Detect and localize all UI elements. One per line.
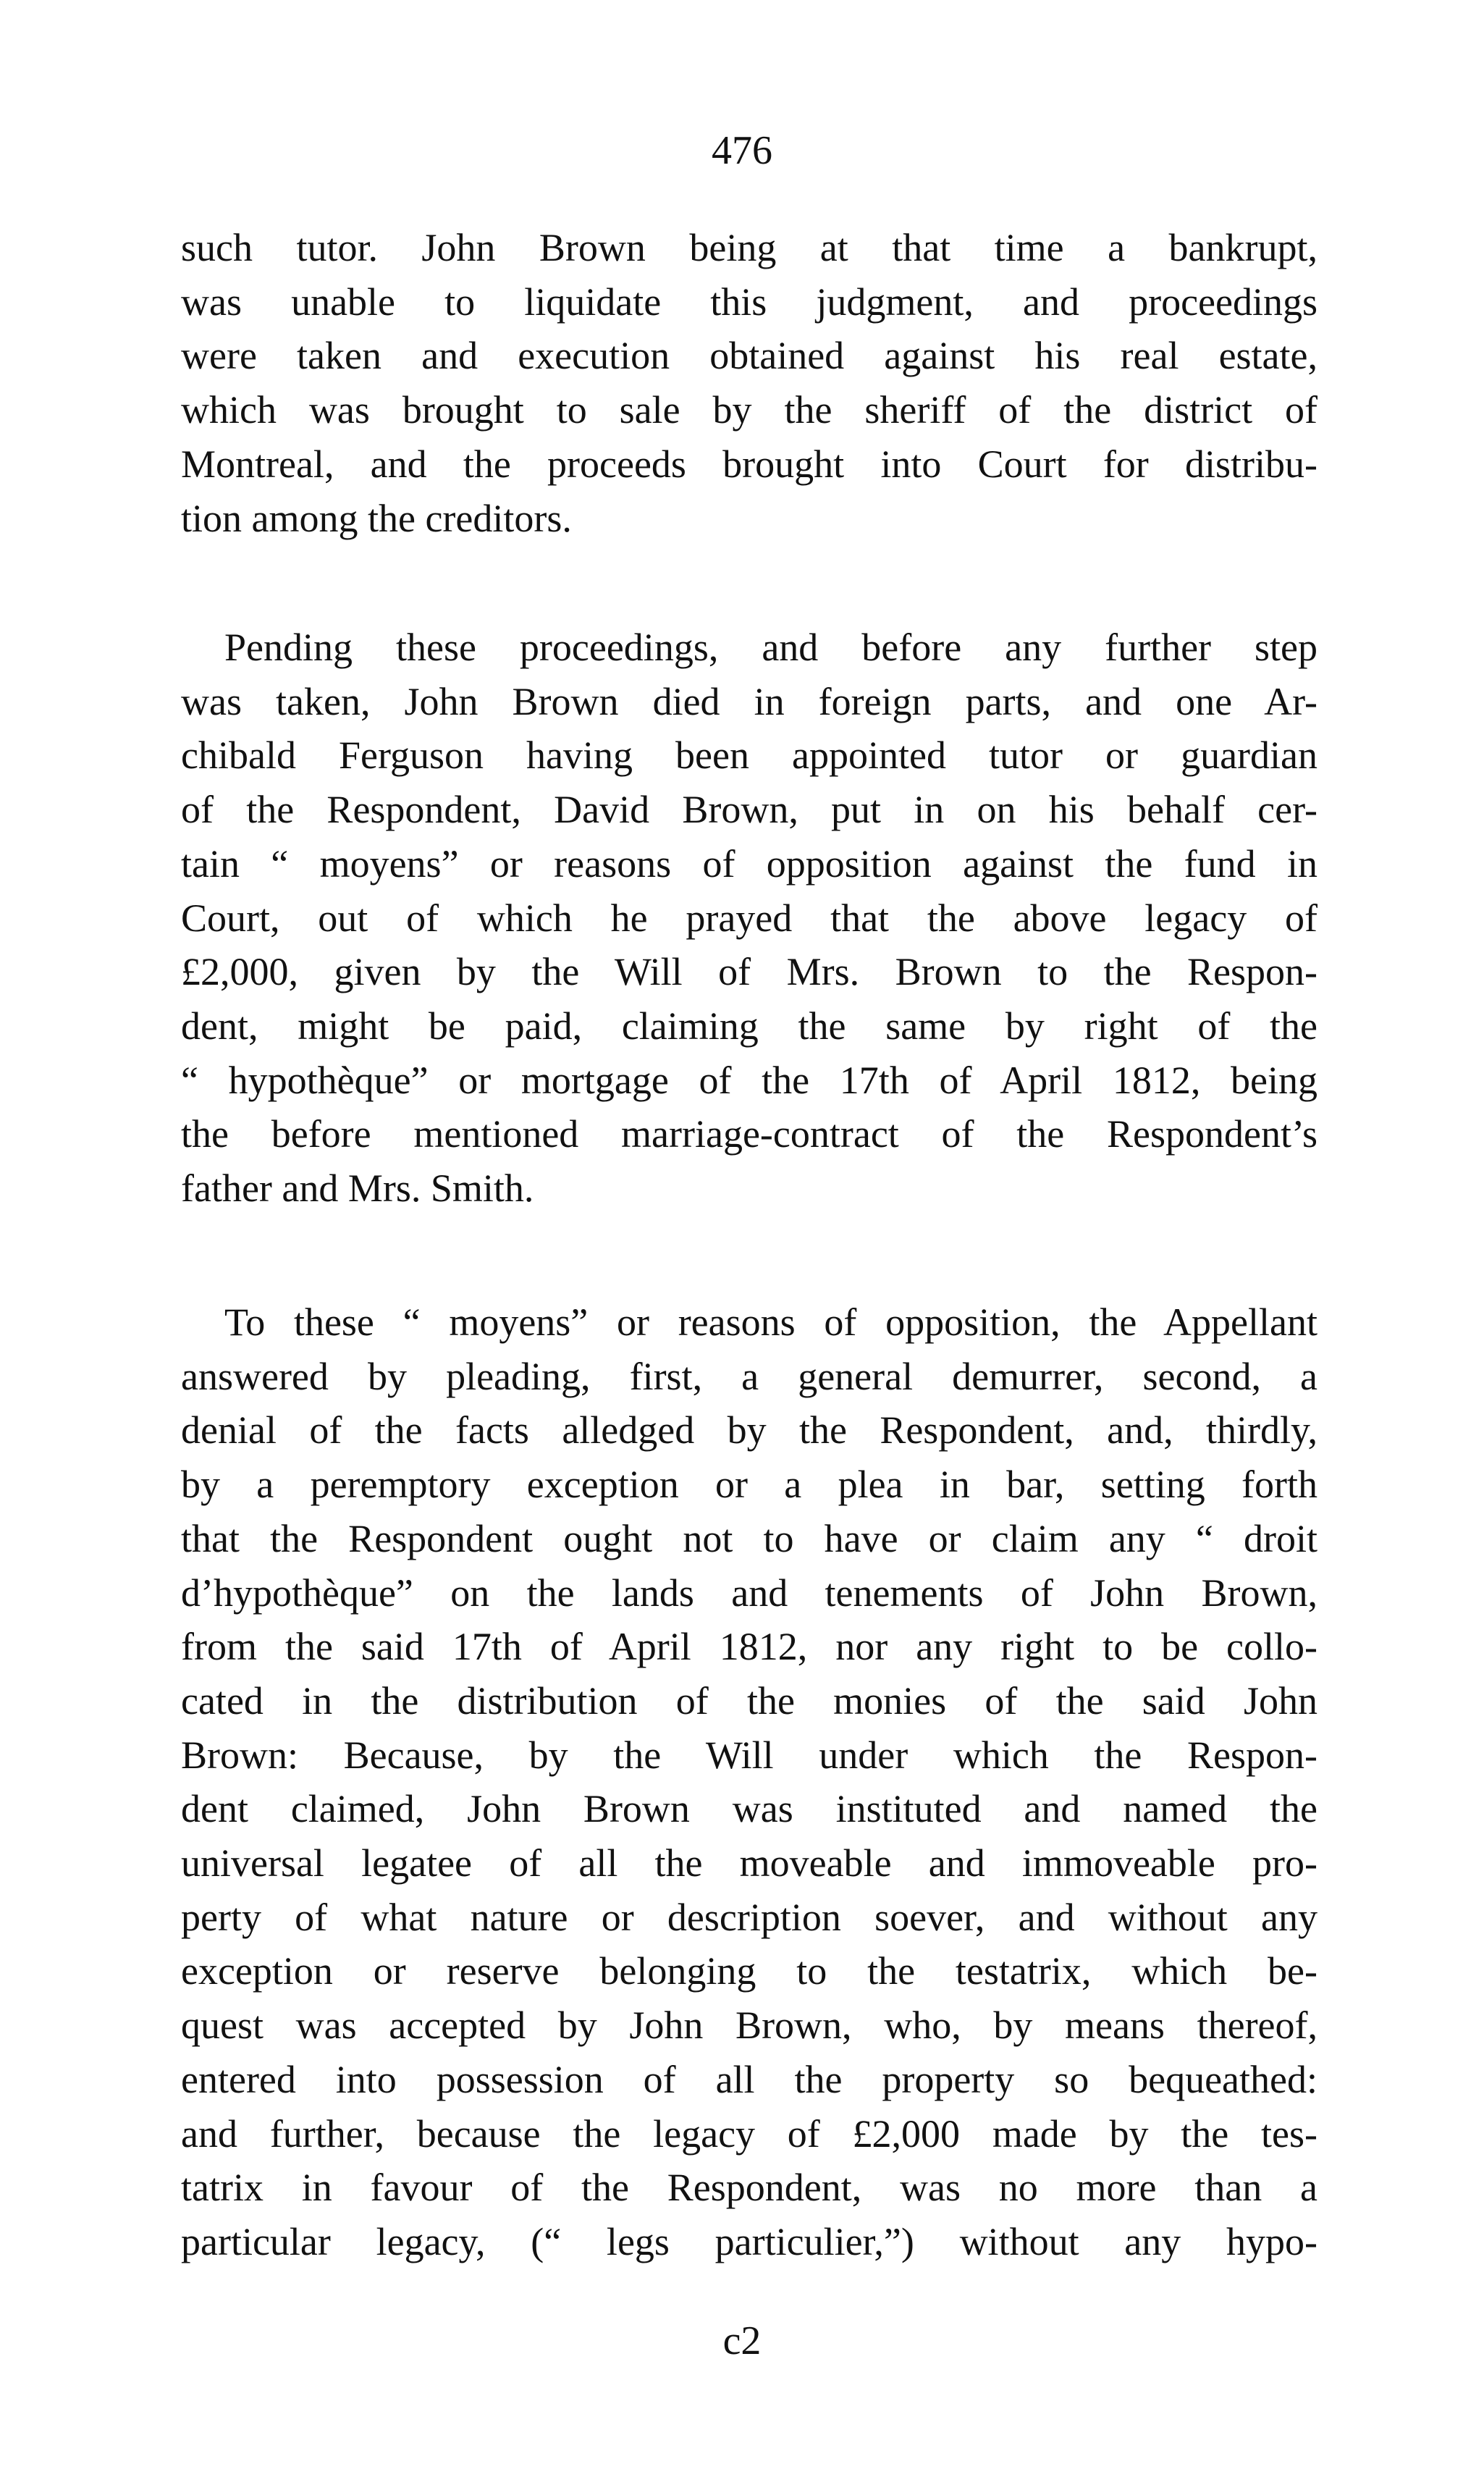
paragraph-3 (181, 1295, 1318, 2269)
page-number: 476 (712, 128, 772, 173)
text-line: by a peremptory exception or a plea in bar, setting forth (181, 1463, 1318, 1507)
signature-mark: c2 (722, 2318, 762, 2363)
text-line: perty of what nature or description soever, and without any (181, 1895, 1318, 1939)
paragraph-1 (181, 221, 1318, 545)
text-line: which was brought to sale by the sheriff of the district of (181, 388, 1318, 432)
text-line: answered by pleading, first, a general demurrer, second, a (181, 1354, 1318, 1398)
text-line: father and Mrs. Smith. (181, 1166, 534, 1211)
text-line: “ hypothèque” or mortgage of the 17th of April 1812, being (181, 1058, 1318, 1102)
text-line: were taken and execution obtained against his real estate, (181, 334, 1318, 378)
text-line: Pending these proceedings, and before any further step (224, 626, 1318, 669)
text-line: Montreal, and the proceeds brought into Court for distribu- (181, 442, 1318, 486)
paragraph-2 (181, 621, 1318, 1216)
text-line: exception or reserve belonging to the testatrix, which be- (181, 1949, 1318, 1993)
text-line: tatrix in favour of the Respondent, was no more than a (181, 2166, 1318, 2210)
text-line: such tutor. John Brown being at that time a bankrupt, (181, 226, 1318, 269)
text-line: cated in the distribution of the monies of the said John (181, 1678, 1318, 1723)
text-line: dent, might be paid, claiming the same by right of the (181, 1004, 1318, 1048)
text-line: To these “ moyens” or reasons of opposition, the Appellant (224, 1300, 1318, 1344)
text-line: and further, because the legacy of £2,000 made by the tes- (181, 2111, 1318, 2156)
text-line: was taken, John Brown died in foreign parts, and one Ar- (181, 679, 1318, 723)
text-line: chibald Ferguson having been appointed tutor or guardian (181, 733, 1318, 778)
text-line: universal legatee of all the moveable and immoveable pro- (181, 1841, 1318, 1885)
text-line: from the said 17th of April 1812, nor any right to be collo- (181, 1625, 1318, 1669)
text-line: £2,000, given by the Will of Mrs. Brown to the Respon- (181, 950, 1318, 994)
text-line: denial of the facts alledged by the Respondent, and, thirdly, (181, 1408, 1318, 1452)
text-line: Court, out of which he prayed that the above legacy of (181, 896, 1318, 940)
text-line: entered into possession of all the property so bequeathed: (181, 2057, 1318, 2101)
text-line: dent claimed, John Brown was instituted and named the (181, 1787, 1318, 1831)
text-line: of the Respondent, David Brown, put in on his behalf cer- (181, 788, 1318, 832)
text-line: was unable to liquidate this judgment, and proceedings (181, 279, 1318, 324)
text-line: tion among the creditors. (181, 496, 572, 540)
text-line: the before mentioned marriage-contract of the Respondent’s (181, 1112, 1318, 1156)
text-line: particular legacy, (“ legs particulier,”) without any hypo- (181, 2219, 1318, 2263)
text-line: tain “ moyens” or reasons of opposition against the fund in (181, 841, 1318, 886)
text-line: quest was accepted by John Brown, who, by means thereof, (181, 2003, 1318, 2048)
text-line: d’hypothèque” on the lands and tenements of John Brown, (181, 1571, 1318, 1615)
text-line: Brown: Because, by the Will under which the Respon- (181, 1733, 1318, 1777)
text-line: that the Respondent ought not to have or claim any “ droit (181, 1516, 1318, 1560)
